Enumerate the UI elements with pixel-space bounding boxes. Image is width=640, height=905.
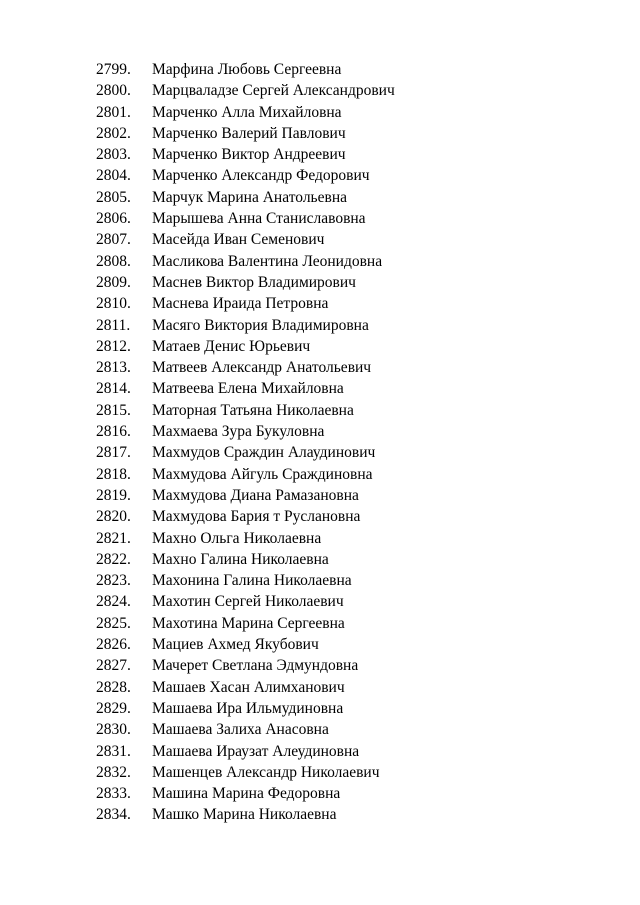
entry-name: Масейда Иван Семенович: [152, 231, 325, 249]
list-item: [96, 655, 395, 676]
list-item: [96, 315, 395, 336]
entry-number: 2818.: [96, 465, 131, 483]
entry-name: Махмудова Диана Рамазановна: [152, 486, 359, 504]
entry-name: Машаева Ира Ильмудиновна: [152, 699, 344, 717]
entry-name: Махмудов Сраждин Алаудинович: [152, 444, 376, 462]
list-item: [96, 719, 395, 740]
entry-name: Марышева Анна Станиславовна: [152, 210, 366, 228]
entry-name: Марченко Виктор Андреевич: [152, 146, 346, 164]
entry-number: 2831.: [96, 742, 131, 760]
entry-name: Махонина Галина Николаевна: [152, 572, 352, 590]
list-item: [96, 698, 395, 719]
entry-name: Маснев Виктор Владимирович: [152, 273, 356, 291]
entry-number: 2820.: [96, 508, 131, 526]
entry-name: Машенцев Александр Николаевич: [152, 763, 380, 781]
entry-number: 2815.: [96, 401, 131, 419]
list-item: [96, 357, 395, 378]
entry-name: Маснева Ираида Петровна: [152, 295, 329, 313]
entry-name: Махно Галина Николаевна: [152, 550, 329, 568]
list-item: [96, 421, 395, 442]
list-item: [96, 59, 395, 80]
list-item: [96, 591, 395, 612]
entry-number: 2817.: [96, 444, 131, 462]
list-item: [96, 272, 395, 293]
entry-number: 2808.: [96, 252, 131, 270]
entry-number: 2824.: [96, 593, 131, 611]
entry-name: Матвеева Елена Михайловна: [152, 380, 344, 398]
list-item: [96, 677, 395, 698]
entry-number: 2832.: [96, 763, 131, 781]
entry-name: Марченко Александр Федорович: [152, 167, 370, 185]
entry-number: 2829.: [96, 699, 131, 717]
entry-name: Махмудова Бария т Руслановна: [152, 508, 361, 526]
entry-name: Махмаева Зура Букуловна: [152, 423, 325, 441]
list-item: [96, 485, 395, 506]
entry-name: Мачерет Светлана Эдмундовна: [152, 657, 359, 675]
entry-number: 2810.: [96, 295, 131, 313]
entry-name: Маторная Татьяна Николаевна: [152, 401, 354, 419]
entry-name: Мациев Ахмед Якубович: [152, 636, 319, 654]
entry-name: Масяго Виктория Владимировна: [152, 316, 369, 334]
entry-number: 2826.: [96, 636, 131, 654]
list-item: [96, 123, 395, 144]
list-item: [96, 528, 395, 549]
list-item: [96, 783, 395, 804]
list-item: [96, 549, 395, 570]
entry-number: 2828.: [96, 678, 131, 696]
list-item: [96, 804, 395, 825]
list-item: [96, 293, 395, 314]
list-item: [96, 251, 395, 272]
entry-name: Машаева Ираузат Алеудиновна: [152, 742, 360, 760]
list-item: [96, 506, 395, 527]
entry-number: 2822.: [96, 550, 131, 568]
list-item: [96, 102, 395, 123]
list-item: [96, 378, 395, 399]
entry-name: Махно Ольга Николаевна: [152, 529, 322, 547]
entry-number: 2830.: [96, 721, 131, 739]
list-item: [96, 741, 395, 762]
list-item: [96, 442, 395, 463]
entry-name: Марченко Валерий Павлович: [152, 124, 346, 142]
list-item: [96, 144, 395, 165]
entry-name: Матаев Денис Юрьевич: [152, 337, 311, 355]
entry-name: Матвеев Александр Анатольевич: [152, 359, 372, 377]
entry-number: 2823.: [96, 572, 131, 590]
list-item: [96, 400, 395, 421]
list-item: [96, 336, 395, 357]
entry-name: Махотин Сергей Николаевич: [152, 593, 344, 611]
entry-name: Марфина Любовь Сергеевна: [152, 61, 342, 78]
name-list: [96, 59, 395, 826]
entry-number: 2825.: [96, 614, 131, 632]
list-item: [96, 570, 395, 591]
entry-number: 2813.: [96, 359, 131, 377]
list-item: [96, 165, 395, 186]
entry-name: Марчук Марина Анатольевна: [152, 188, 347, 206]
entry-number: 2802.: [96, 124, 131, 142]
entry-number: 2819.: [96, 486, 131, 504]
list-item: [96, 187, 395, 208]
entry-number: 2821.: [96, 529, 131, 547]
entry-name: Марченко Алла Михайловна: [152, 103, 342, 121]
entry-number: 2803.: [96, 146, 131, 164]
entry-number: 2816.: [96, 423, 131, 441]
entry-number: 2834.: [96, 806, 131, 824]
list-item: [96, 80, 395, 101]
entry-number: 2807.: [96, 231, 131, 249]
entry-name: Махотина Марина Сергеевна: [152, 614, 345, 632]
entry-number: 2801.: [96, 103, 131, 121]
entry-number: 2833.: [96, 785, 131, 803]
entry-name: Машаева Залиха Анасовна: [152, 721, 329, 739]
entry-number: 2827.: [96, 657, 131, 675]
list-item: [96, 613, 395, 634]
entry-number: 2814.: [96, 380, 131, 398]
entry-number: 2805.: [96, 188, 131, 206]
entry-number: 2812.: [96, 337, 131, 355]
entry-number: 2809.: [96, 273, 131, 291]
entry-number: 2804.: [96, 167, 131, 185]
entry-name: Машаев Хасан Алимханович: [152, 678, 345, 696]
list-item: [96, 208, 395, 229]
list-item: [96, 464, 395, 485]
list-item: [96, 762, 395, 783]
entry-number: 2799.: [96, 61, 131, 78]
entry-name: Машина Марина Федоровна: [152, 785, 341, 803]
list-item: [96, 634, 395, 655]
entry-name: Махмудова Айгуль Сраждиновна: [152, 465, 373, 483]
list-item: [96, 229, 395, 250]
entry-number: 2811.: [96, 316, 131, 334]
entry-name: Масликова Валентина Леонидовна: [152, 252, 383, 270]
entry-name: Марцваладзе Сергей Александрович: [152, 82, 395, 100]
entry-name: Машко Марина Николаевна: [152, 806, 337, 824]
entry-number: 2800.: [96, 82, 131, 100]
entry-number: 2806.: [96, 210, 131, 228]
